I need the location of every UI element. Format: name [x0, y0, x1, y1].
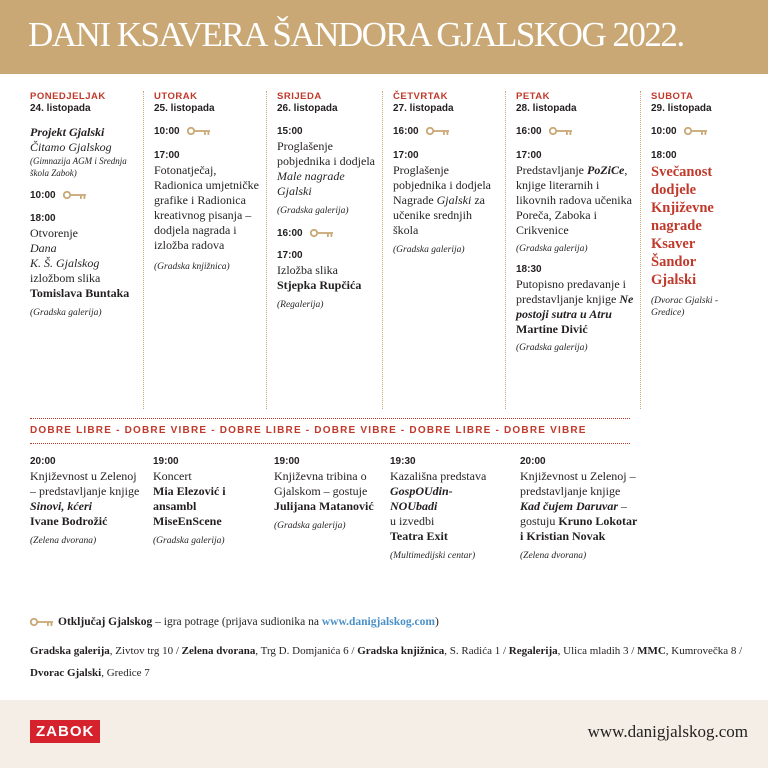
venue-address: , Kumrovečka 8 /: [665, 645, 743, 657]
column-saturday: [640, 91, 741, 409]
venue-name: Zelena dvorana: [181, 645, 256, 657]
header-banner: [0, 0, 768, 74]
event-location: (Zelena dvorana): [30, 536, 97, 546]
artist-name: Tomislava Buntaka: [30, 286, 130, 300]
event-time: 17:00: [154, 150, 180, 161]
day-date: 29. listopada: [651, 103, 712, 114]
day-name: SUBOTA: [651, 91, 694, 102]
game-text: – igra potrage (prijava sudionika na: [152, 616, 322, 628]
event-time: 19:30: [390, 456, 416, 467]
evening-event: [30, 455, 140, 547]
day-name: SRIJEDA: [277, 91, 322, 102]
slogan-banner: DOBRE LIBRE - DOBRE VIBRE - DOBRE LIBRE - DOBRE VIBRE - DOBRE LIBRE - DOBRE VIBRE: [30, 418, 630, 444]
venue-address: , Gredice 7: [101, 667, 150, 679]
event-text: Dana: [30, 241, 57, 255]
book-title: Kad čujem Daruvar: [520, 499, 619, 513]
day-name: PETAK: [516, 91, 550, 102]
event-time: 18:30: [516, 264, 542, 275]
event-text: Koncert: [153, 469, 192, 483]
play-title: GospOUdin-NOUbadi: [390, 484, 453, 513]
award-ceremony: Svečanost dodjele Književne nagrade Ksaver Šandor Gjalski: [651, 164, 714, 288]
event-text: Izložba slika: [277, 263, 338, 277]
theatre-name: Teatra Exit: [390, 529, 448, 543]
event-text: Književnost u Zelenoj – predstavljanje knjige: [30, 469, 140, 498]
event-time: 10:00: [154, 125, 262, 139]
event-location: (Gradska galerija): [516, 343, 588, 353]
venue-list: [30, 640, 750, 684]
game-title: Otključaj Gjalskog: [58, 616, 153, 628]
event-location: (Gradska galerija): [393, 245, 465, 255]
day-name: PONEDJELJAK: [30, 91, 106, 102]
event-subtitle: Čitamo Gjalskog: [30, 140, 112, 154]
event-time: 16:00: [393, 125, 493, 139]
day-date: 27. listopada: [393, 103, 454, 114]
registration-link[interactable]: www.danigjalskog.com: [321, 616, 435, 628]
event-text: Fotonatječaj, Radionica umjetničke grafike i Radionica kreativnog pisanja – dodjela nagrada i izložba radova: [154, 163, 259, 252]
day-name: ČETVRTAK: [393, 91, 449, 102]
author-name: Martine Divić: [516, 322, 588, 336]
column-friday: [505, 91, 638, 409]
event-location: (Gradska galerija): [516, 244, 588, 254]
venue-address: , S. Radića 1 /: [444, 645, 509, 657]
key-icon: [549, 127, 573, 136]
award-name: Gjalski: [436, 193, 472, 207]
event-text: Otvorenje: [30, 226, 78, 240]
performer-name: Mia Elezović i ansambl MiseEnScene: [153, 484, 226, 528]
event-time: 15:00: [277, 126, 303, 137]
event-location: (Gradska galerija): [274, 521, 346, 531]
event-text: Putopisno predavanje i predstavljanje knjige: [516, 277, 626, 306]
zabok-logo: ZABOK: [30, 720, 100, 743]
event-time: 10:00: [651, 125, 741, 139]
event-location: (Gradska galerija): [153, 536, 225, 546]
author-name: Ivane Bodrožić: [30, 514, 108, 528]
key-icon: [187, 127, 211, 136]
event-location: (Gimnazija AGM i Srednja škola Zabok): [30, 156, 127, 178]
venue-name: Dvorac Gjalski: [30, 667, 102, 679]
game-text-end: ): [434, 616, 439, 628]
award-name: Male nagrade Gjalski: [277, 169, 345, 198]
event-text: Predstavljanje: [516, 163, 584, 177]
key-icon: [426, 127, 450, 136]
venue-address: , Trg D. Domjanića 6 /: [255, 645, 358, 657]
event-text: K. Š. Gjalskog: [30, 256, 100, 270]
event-time: 19:00: [153, 456, 179, 467]
key-icon: [63, 191, 87, 200]
event-text: Nagrade: [393, 193, 434, 207]
event-text: Proglašenje pobjednika i dodjela: [393, 163, 491, 192]
event-location: (Zelena dvorana): [520, 551, 587, 561]
event-time: 20:00: [520, 456, 546, 467]
column-monday: [30, 91, 138, 409]
column-tuesday: [143, 91, 262, 409]
event-time: 17:00: [516, 150, 542, 161]
event-time: 19:00: [274, 456, 300, 467]
event-location: (Dvorac Gjalski - Gredice): [651, 296, 719, 318]
evening-event: [153, 455, 261, 547]
event-time: 10:00: [30, 189, 138, 203]
guest-name: Kruno Lokotar i Kristian Novak: [520, 514, 638, 543]
event-text: Književnost u Zelenoj – predstavljanje knjige: [520, 469, 636, 498]
venue-name: Gradska galerija: [30, 645, 110, 657]
column-thursday: [382, 91, 493, 409]
evening-event: [274, 455, 376, 532]
event-time: 18:00: [30, 213, 56, 224]
event-time: 16:00: [516, 125, 638, 139]
event-text: – gostuju: [520, 499, 628, 528]
venue-address: , Ulica mladih 3 /: [557, 645, 638, 657]
event-location: (Gradska galerija): [30, 308, 102, 318]
day-date: 25. listopada: [154, 103, 215, 114]
day-date: 26. listopada: [277, 103, 338, 114]
evening-event: [390, 455, 498, 562]
event-time: 16:00: [277, 227, 377, 241]
event-location: (Multimedijski centar): [390, 551, 476, 561]
event-location: (Regalerija): [277, 300, 324, 310]
event-text: Književna tribina o Gjalskom – gostuje: [274, 469, 368, 498]
evening-event: [520, 455, 638, 562]
event-time: 17:00: [393, 150, 419, 161]
website-link[interactable]: www.danigjalskog.com: [587, 722, 748, 741]
event-text: Proglašenje pobjednika i dodjela: [277, 139, 375, 168]
event-time: 20:00: [30, 456, 56, 467]
key-icon: [30, 618, 54, 627]
guest-name: Julijana Matanović: [274, 499, 374, 513]
event-location: (Gradska knjižnica): [154, 262, 230, 272]
event-text: Kazališna predstava: [390, 469, 487, 483]
page-title: DANI KSAVERA ŠANDORA GJALSKOG 2022.: [28, 15, 684, 54]
event-location: (Gradska galerija): [277, 206, 349, 216]
event-title: Projekt Gjalski: [30, 125, 105, 139]
event-text: u izvedbi: [390, 514, 435, 528]
day-date: 24. listopada: [30, 103, 91, 114]
venue-name: MMC: [637, 645, 666, 657]
venue-name: Regalerija: [508, 645, 558, 657]
book-title: PoZiCe: [586, 163, 625, 177]
event-text: za učenike srednjih škola: [393, 193, 485, 237]
book-title: Ne postoji sutra u Atru: [516, 292, 634, 321]
key-icon: [310, 229, 334, 238]
day-date: 28. listopada: [516, 103, 577, 114]
key-icon: [684, 127, 708, 136]
event-time: 17:00: [277, 250, 303, 261]
game-notice: [30, 614, 750, 630]
book-title: Sinovi, kćeri: [30, 499, 92, 513]
event-text: , knjige literarnih i likovnih radova učenika Poreča, Zaboka i Crikvenice: [516, 163, 632, 237]
event-time: 18:00: [651, 150, 677, 161]
venue-address: , Zivtov trg 10 /: [109, 645, 182, 657]
event-text: izložbom slika: [30, 271, 101, 285]
column-wednesday: [266, 91, 377, 409]
venue-name: Gradska knjižnica: [357, 645, 445, 657]
artist-name: Stjepka Rupčića: [277, 278, 362, 292]
day-name: UTORAK: [154, 91, 198, 102]
